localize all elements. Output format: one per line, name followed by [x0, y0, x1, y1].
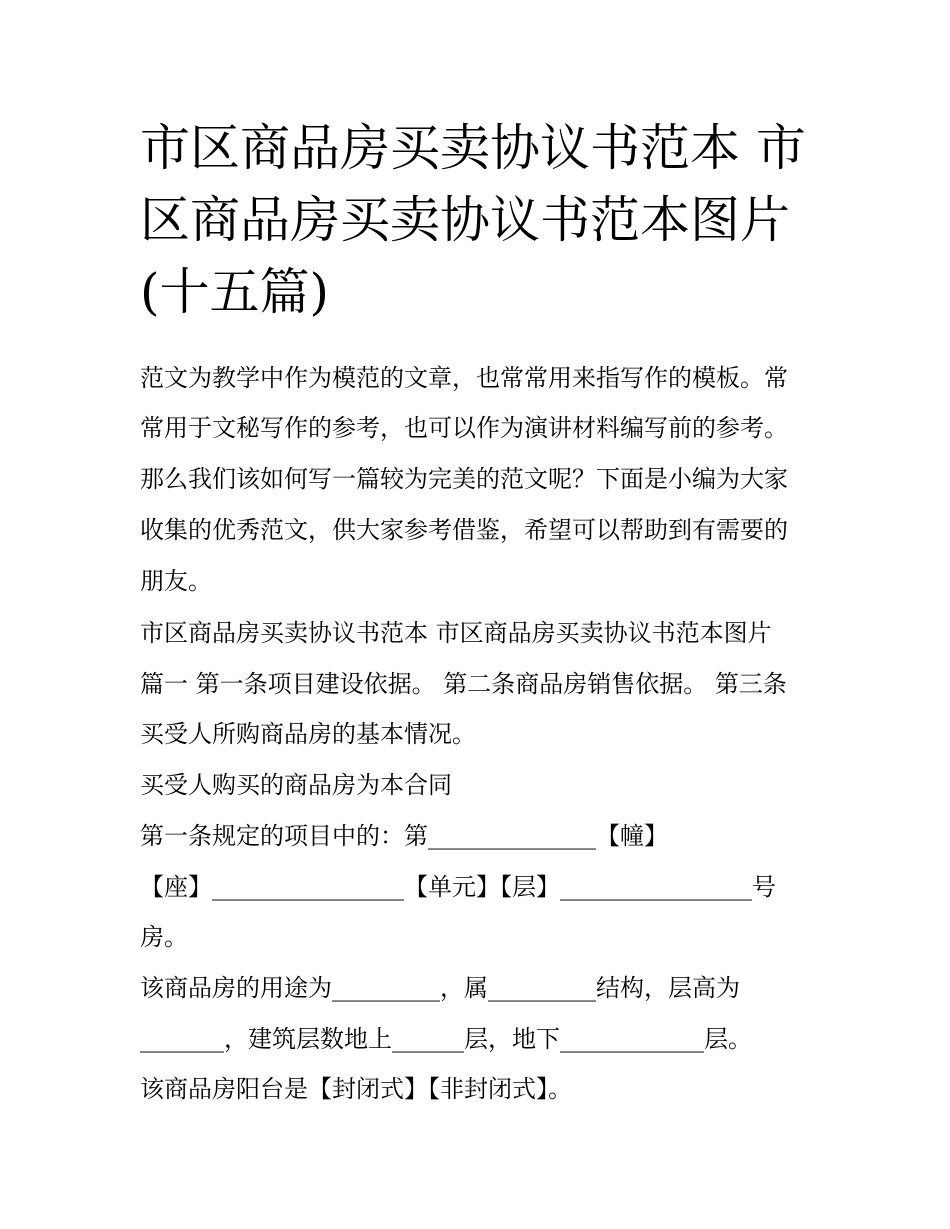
- title-line-3: (十五篇): [140, 263, 330, 321]
- body-line: 第一条规定的项目中的：第______________【幢】: [140, 822, 668, 850]
- body-line: 【座】________________【单元】【层】________________号: [140, 873, 776, 901]
- body-line: _______，建筑层数地上______层，地下____________层。: [140, 1025, 752, 1053]
- body-line: 买受人购买的商品房为本合同: [140, 771, 452, 799]
- body-line: 篇一 第一条项目建设依据。 第二条商品房销售依据。 第三条: [140, 670, 787, 698]
- body-line: 该商品房的用途为_________，属_________结构，层高为: [140, 974, 740, 1002]
- document-title: [140, 112, 820, 328]
- title-line-1: 市区商品房买卖协议书范本 市: [140, 119, 806, 177]
- body-line: 收集的优秀范文，供大家参考借鉴，希望可以帮助到有需要的: [140, 516, 788, 544]
- body-line: 范文为教学中作为模范的文章，也常常用来指写作的模板。常: [140, 364, 788, 392]
- body-line: 那么我们该如何写一篇较为完美的范文呢？下面是小编为大家: [140, 465, 788, 493]
- body-line: 常用于文秘写作的参考，也可以作为演讲材料编写前的参考。: [140, 414, 788, 442]
- title-line-2: 区商品房买卖协议书范本图片: [140, 191, 790, 249]
- body-line: 朋友。: [140, 567, 212, 595]
- body-line: 市区商品房买卖协议书范本 市区商品房买卖协议书范本图片: [140, 619, 772, 647]
- body-line: 该商品房阳台是【封闭式】【非封闭式】。: [140, 1075, 572, 1103]
- body-line: 房。: [140, 923, 188, 951]
- body-line: 买受人所购商品房的基本情况。: [140, 720, 476, 748]
